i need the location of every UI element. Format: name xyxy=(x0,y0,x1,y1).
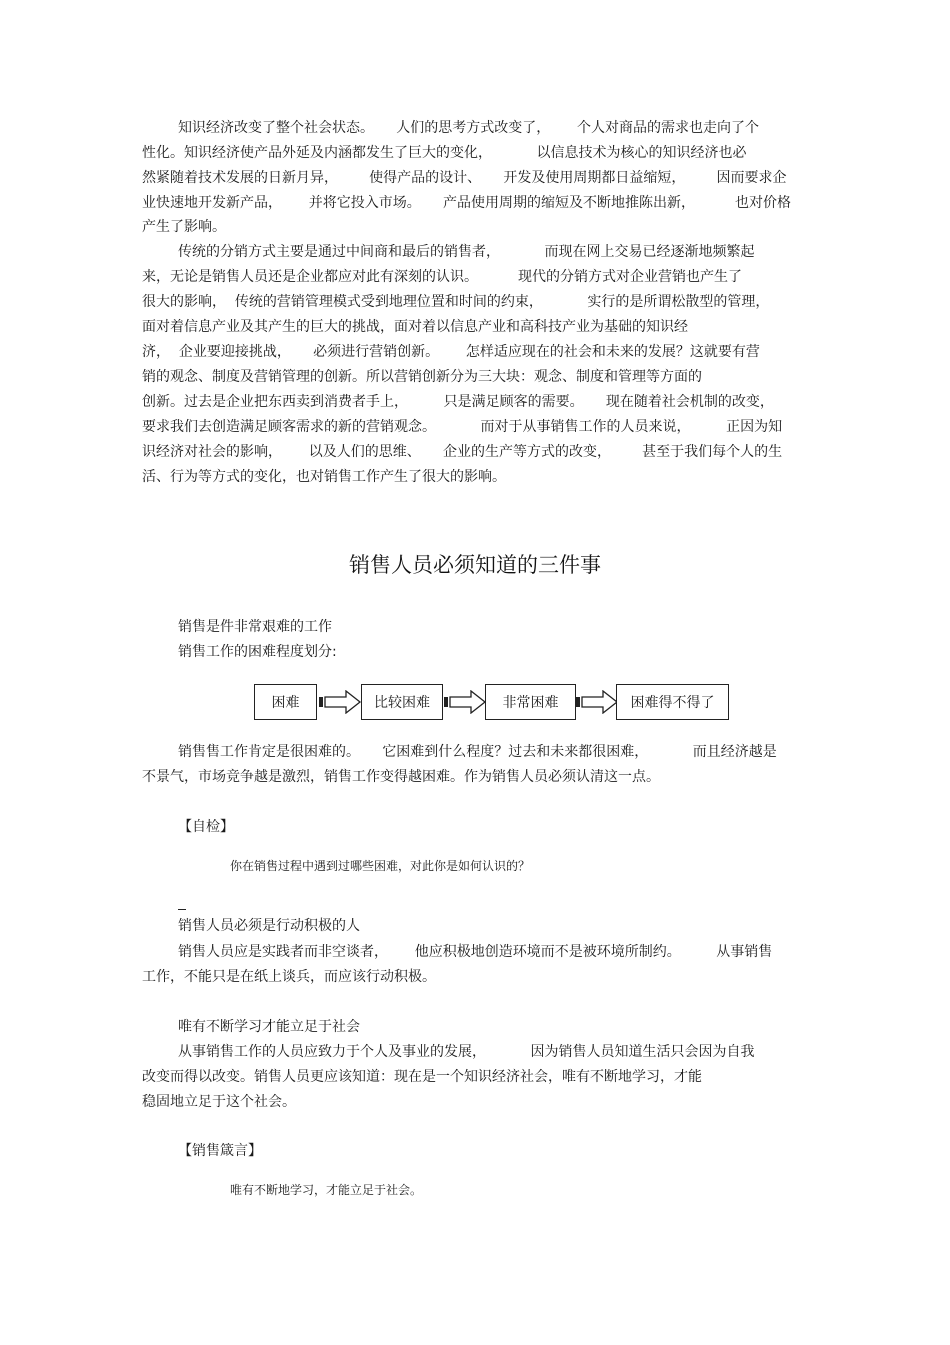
flow-box-fairly-difficult: 比较困难 xyxy=(361,684,443,720)
para3-line: 销售售工作肯定是很困难的。 它困难到什么程度？过去和未来都很困难， 而且经济越是 xyxy=(178,744,777,760)
section3-title: 唯有不断学习才能立足于社会 xyxy=(178,1019,360,1035)
section-heading: 销售人员必须知道的三件事 xyxy=(349,553,601,577)
para2-line: 传统的分销方式主要是通过中间商和最后的销售者， 而现在网上交易已经逐渐地频繁起 xyxy=(178,244,755,260)
section2-title: 销售人员必须是行动积极的人 xyxy=(178,918,360,934)
para2-line: 活、行为等方式的变化，也对销售工作产生了很大的影响。 xyxy=(142,469,506,485)
arrow-right-icon xyxy=(575,690,619,714)
section2-line: 销售人员应是实践者而非空谈者， 他应积极地创造环境而不是被环境所制约。 从事销售 xyxy=(178,944,773,960)
para2-line: 创新。过去是企业把东西卖到消费者手上， 只是满足顾客的需要。 现在随着社会机制的改变， xyxy=(142,394,774,410)
section3-line: 改变而得以改变。销售人员更应该知道：现在是一个知识经济社会，唯有不断地学习，才能 xyxy=(142,1069,702,1085)
flow-box-very-difficult: 非常困难 xyxy=(485,684,576,720)
para2-line: 来，无论是销售人员还是企业都应对此有深刻的认识。 现代的分销方式对企业营销也产生了 xyxy=(142,269,743,285)
motto-text: 唯有不断地学习，才能立足于社会。 xyxy=(230,1183,423,1197)
para2-line: 面对着信息产业及其产生的巨大的挑战，面对着以信息产业和高科技产业为基础的知识经 xyxy=(142,319,688,335)
para2-line: 识经济对社会的影响， 以及人们的思维、 企业的生产等方式的改变， 甚至于我们每个人的生 xyxy=(142,444,783,460)
section1-title: 销售是件非常艰难的工作 xyxy=(178,619,332,635)
para2-line: 济， 企业要迎接挑战， 必须进行营销创新。 怎样适应现在的社会和未来的发展？这就要有营 xyxy=(142,344,760,360)
para2-line: 很大的影响， 传统的营销管理模式受到地理位置和时间的约束， 实行的是所谓松散型的管理， xyxy=(142,294,770,310)
section3-line: 从事销售工作的人员应致力于个人及事业的发展， 因为销售人员知道生活只会因为自我 xyxy=(178,1044,755,1060)
flow-box-difficult: 困难 xyxy=(254,684,317,720)
flow-box-extremely-difficult: 困难得不得了 xyxy=(616,684,729,720)
para1-line: 产生了影响。 xyxy=(142,219,226,235)
para1-line: 然紧随着技术发展的日新月异， 使得产品的设计、 开发及使用周期都日益缩短， 因而要求企 xyxy=(142,170,787,186)
para1-line: 业快速地开发新产品， 并将它投入市场。 产品使用周期的缩短及不断地推陈出新， 也对价格 xyxy=(142,195,792,211)
arrow-right-icon xyxy=(318,690,362,714)
selfcheck-question: 你在销售过程中遇到过哪些困难，对此你是如何认识的？ xyxy=(230,859,531,873)
arrow-right-icon xyxy=(443,690,487,714)
divider xyxy=(178,909,186,910)
selfcheck-label: 【自检】 xyxy=(178,819,234,835)
para2-line: 要求我们去创造满足顾客需求的新的营销观念。 而对于从事销售工作的人员来说， 正因为知 xyxy=(142,419,783,435)
section3-line: 稳固地立足于这个社会。 xyxy=(142,1094,296,1110)
para1-line: 性化。知识经济使产品外延及内涵都发生了巨大的变化， 以信息技术为核心的知识经济也必 xyxy=(142,145,747,161)
para3-line: 不景气，市场竞争越是激烈，销售工作变得越困难。作为销售人员必须认清这一点。 xyxy=(142,769,660,785)
motto-label: 【销售箴言】 xyxy=(178,1143,262,1159)
section1-subtitle: 销售工作的困难程度划分: xyxy=(178,644,337,660)
para2-line: 销的观念、制度及营销管理的创新。所以营销创新分为三大块：观念、制度和管理等方面的 xyxy=(142,369,702,385)
section2-line: 工作，不能只是在纸上谈兵，而应该行动积极。 xyxy=(142,969,436,985)
para1-line: 知识经济改变了整个社会状态。 人们的思考方式改变了， 个人对商品的需求也走向了个 xyxy=(178,120,759,136)
